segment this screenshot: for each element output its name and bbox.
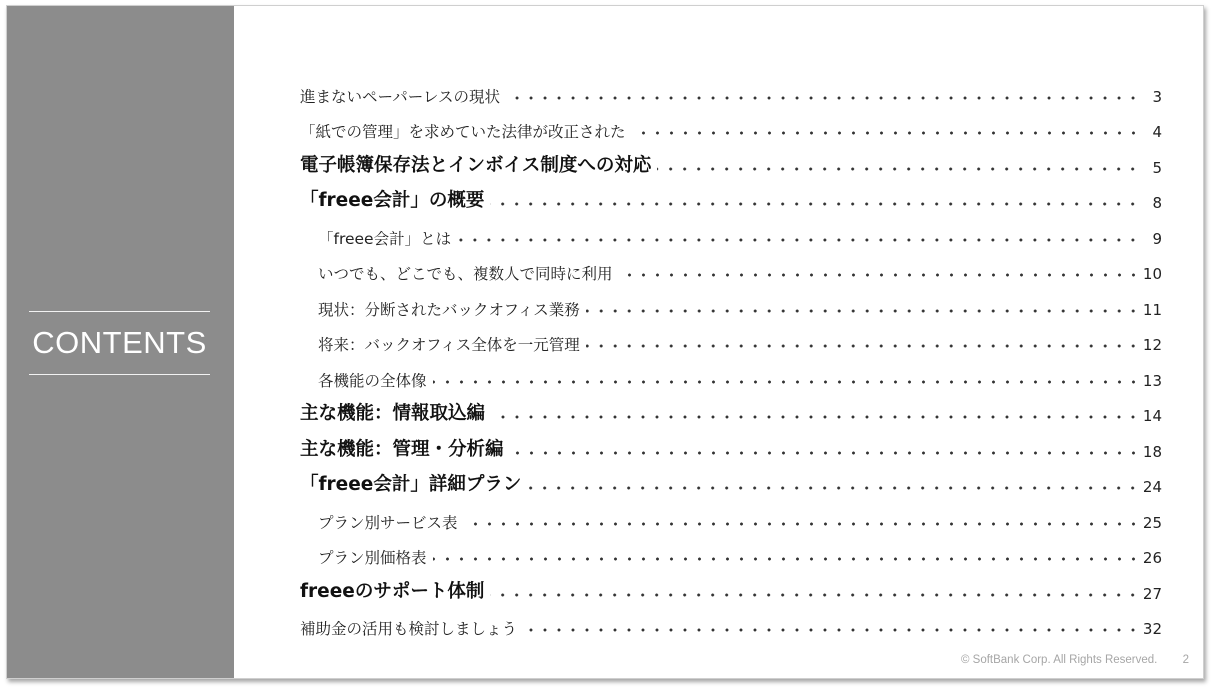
toc-entry[interactable]: [300, 177, 1162, 213]
toc-entry[interactable]: [300, 319, 1162, 355]
toc-entry[interactable]: [300, 70, 1162, 106]
toc-entry[interactable]: [300, 567, 1162, 603]
dot-leader: [490, 202, 1140, 206]
dot-leader: [464, 522, 1140, 526]
sidebar: [7, 6, 234, 678]
toc-entry-page: 24: [1142, 478, 1162, 496]
toc-entry-label: 「freee会計」の概要: [300, 190, 485, 211]
dot-leader: [657, 167, 1140, 171]
toc-entry-label: 主な機能：管理・分析編: [300, 438, 504, 460]
toc-entry[interactable]: [300, 496, 1162, 532]
toc-entry-label: 現状：分断されたバックオフィス業務: [318, 300, 580, 319]
copyright-notice: © SoftBank Corp. All Rights Reserved.: [960, 654, 1158, 666]
toc-entry[interactable]: [300, 354, 1162, 390]
slide: [6, 5, 1204, 679]
dot-leader: [433, 557, 1140, 561]
dot-leader: [506, 96, 1140, 100]
dot-leader: [510, 451, 1140, 455]
toc-entry-label: 「freee会計」とは: [318, 229, 452, 248]
toc-entry-label: freeeのサポート体制: [300, 580, 485, 602]
dot-leader: [491, 415, 1140, 419]
toc-entry[interactable]: [300, 532, 1162, 568]
contents-title: CONTENTS: [32, 325, 207, 360]
toc-entry-page: 12: [1142, 336, 1162, 354]
toc-entry-page: 25: [1142, 513, 1162, 532]
toc-entry-page: 9: [1152, 229, 1162, 248]
dot-leader: [527, 486, 1140, 490]
slide-footer: [961, 654, 1189, 666]
dot-leader: [457, 238, 1140, 242]
toc-entry-label: 将来：バックオフィス全体を一元管理: [318, 336, 580, 354]
toc-entry-label: 各機能の全体像: [318, 371, 427, 390]
toc-entry-label: 進まないペーパーレスの現状: [300, 87, 500, 106]
toc-entry-label: 主な機能：情報取込編: [300, 403, 486, 424]
toc-entry-page: 18: [1142, 442, 1162, 461]
toc-entry[interactable]: [300, 248, 1162, 284]
toc-entry[interactable]: [300, 461, 1162, 497]
toc-entry-page: 32: [1142, 620, 1162, 638]
toc-entry-page: 14: [1142, 407, 1162, 425]
toc-entry-page: 26: [1142, 549, 1162, 567]
toc-entry[interactable]: [300, 425, 1162, 461]
toc-entry-label: 「紙での管理」を求めていた法律が改正された: [300, 123, 626, 141]
toc-entry-page: 27: [1142, 584, 1162, 603]
toc-entry[interactable]: [300, 141, 1162, 177]
toc-entry-page: 10: [1142, 265, 1162, 283]
toc-entry-page: 13: [1142, 371, 1162, 390]
toc-entry-label: プラン別サービス表: [318, 513, 458, 532]
toc-entry-page: 3: [1152, 87, 1162, 106]
toc-entry[interactable]: [300, 106, 1162, 142]
toc-entry[interactable]: [300, 390, 1162, 426]
table-of-contents: [300, 70, 1162, 638]
toc-entry-label: 補助金の活用も検討しましょう: [300, 620, 518, 638]
dot-leader: [619, 273, 1140, 277]
dot-leader: [586, 309, 1140, 313]
dot-leader: [490, 593, 1140, 597]
dot-leader: [586, 344, 1140, 348]
sidebar-bottom-rule: [29, 374, 210, 375]
slide-page-number: 2: [1182, 654, 1189, 666]
toc-entry-label: プラン別価格表: [318, 549, 427, 567]
dot-leader: [632, 131, 1140, 135]
toc-entry[interactable]: [300, 212, 1162, 248]
toc-entry[interactable]: [300, 603, 1162, 639]
toc-entry-label: いつでも、どこでも、複数人で同時に利用: [318, 265, 613, 283]
toc-entry-label: 電子帳簿保存法とインボイス制度への対応: [300, 154, 652, 176]
dot-leader: [433, 380, 1140, 384]
toc-entry-page: 5: [1152, 158, 1162, 177]
sidebar-top-rule: [29, 311, 210, 312]
toc-entry-page: 4: [1152, 123, 1162, 141]
toc-entry-page: 11: [1142, 300, 1162, 319]
toc-entry-page: 8: [1152, 194, 1162, 212]
toc-entry[interactable]: [300, 283, 1162, 319]
toc-entry-label: 「freee会計」詳細プラン: [300, 474, 522, 495]
dot-leader: [523, 628, 1140, 632]
